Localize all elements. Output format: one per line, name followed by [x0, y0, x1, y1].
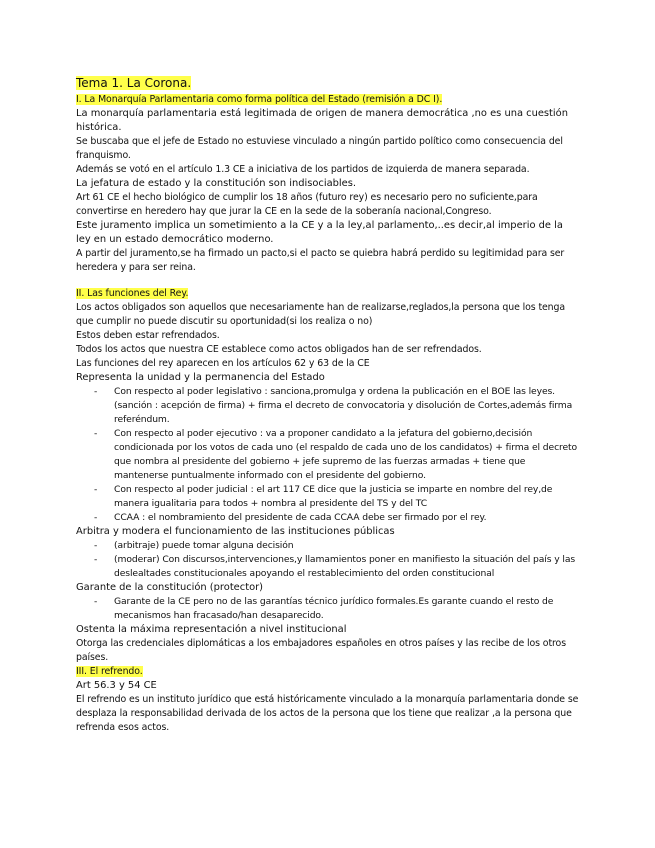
list-item: - (moderar) Con discursos,intervenciones,y llamamientos poner en manifiesto la situación del país y las deslealtades constitucionales apoyando el restablecimiento del orden constitucional [94, 554, 576, 579]
group-title: Garante de la constitución (protector) [76, 582, 264, 593]
dash-bullet-icon: - [94, 512, 98, 523]
list-item: - Con respecto al poder judicial : el art 117 CE dice que la justicia se imparte en nombre del rey,de manera igualitaria para todos + nombra al presidente del TS y del TC [94, 484, 553, 509]
list-item: - CCAA : el nombramiento del presidente de cada CCAA debe ser firmado por el rey. [94, 512, 487, 523]
paragraph: La jefatura de estado y la constitución son indisociables. [76, 178, 357, 189]
bullet-list [76, 385, 580, 525]
section-1-heading: I. La Monarquía Parlamentaria como forma política del Estado (remisión a DC I). [76, 94, 443, 105]
section-3-heading: III. El refrendo. [76, 666, 143, 677]
paragraph: Estos deben estar refrendados. [76, 330, 220, 341]
paragraph: Los actos obligados son aquellos que necesariamente han de realizarse,reglados,la persona que los tenga que cumplir no puede discutir su oportunidad(si los realiza o no) [76, 302, 566, 327]
paragraph: Las funciones del rey aparecen en los artículos 62 y 63 de la CE [76, 358, 370, 369]
dash-bullet-icon: - [94, 596, 98, 607]
paragraph: La monarquía parlamentaria está legitimada de origen de manera democrática ,no es una cuestión histórica. [76, 108, 568, 133]
paragraph: Art 61 CE el hecho biológico de cumplir los 18 años (futuro rey) es necesario pero no suficiente,para convertirse en heredero hay que jurar la CE en la sede de la soberanía nacional,Congreso. [76, 192, 538, 217]
article-reference: Art 56.3 y 54 CE [76, 680, 157, 691]
list-item: - (arbitraje) puede tomar alguna decisión [94, 540, 294, 551]
section-3-body [76, 679, 580, 735]
list-item: - Garante de la CE pero no de las garantías técnico jurídico formales.Es garante cuando el resto de mecanismos han fracasado/han desaparecido. [94, 596, 554, 621]
bullet-list [76, 595, 580, 623]
document-title: Tema 1. La Corona. [76, 76, 192, 90]
list-item: - Con respecto al poder ejecutivo : va a proponer candidato a la jefatura del gobierno,decisión condicionada por los votos de cada uno (el respaldo de cada uno de los candidatos) + firma el decreto que nombra al presidente del gobierno + jefe supremo de las fuerzas armadas + tiene que mantenerse puntualmente informado con el presidente del gobierno. [94, 428, 578, 481]
group-title: Representa la unidad y la permanencia del Estado [76, 372, 325, 383]
dash-bullet-icon: - [94, 540, 98, 551]
paragraph: El refrendo es un instituto jurídico que está históricamente vinculado a la monarquía parlamentaria donde se desplaza la responsabilidad derivada de los actos de la persona que los tiene que realizar ,a la persona que refrenda esos actos. [76, 694, 579, 733]
paragraph: Todos los actos que nuestra CE establece como actos obligados han de ser refrendados. [76, 344, 482, 355]
bullet-list [76, 539, 580, 581]
paragraph: Otorga las credenciales diplomáticas a los embajadores españoles en otros países y las recibe de los otros países. [76, 638, 566, 663]
section-1-body [76, 107, 580, 275]
dash-bullet-icon: - [94, 484, 98, 495]
section-2-body [76, 301, 580, 665]
spacer [76, 275, 580, 287]
dash-bullet-icon: - [94, 554, 98, 565]
paragraph: Este juramento implica un sometimiento a la CE y a la ley,al parlamento,..es decir,al imperio de la ley en un estado democrático moderno. [76, 220, 563, 245]
group-title: Ostenta la máxima representación a nivel institucional [76, 624, 347, 635]
dash-bullet-icon: - [94, 428, 98, 439]
group-title: Arbitra y modera el funcionamiento de las instituciones públicas [76, 526, 395, 537]
document-page [76, 76, 580, 735]
section-2-heading: II. Las funciones del Rey. [76, 288, 189, 299]
list-item: - Con respecto al poder legislativo : sanciona,promulga y ordena la publicación en el BOE las leyes.(sanción : acepción de firma) + firma el decreto de convocatoria y disolución de Cortes,además firma referéndum. [94, 386, 573, 425]
paragraph: Además se votó en el artículo 1.3 CE a iniciativa de los partidos de izquierda de manera separada. [76, 164, 530, 175]
dash-bullet-icon: - [94, 386, 98, 397]
paragraph: A partir del juramento,se ha firmado un pacto,si el pacto se quiebra habrá perdido su legitimidad para ser heredera y para ser reina. [76, 248, 565, 273]
paragraph: Se buscaba que el jefe de Estado no estuviese vinculado a ningún partido político como consecuencia del franquismo. [76, 136, 563, 161]
